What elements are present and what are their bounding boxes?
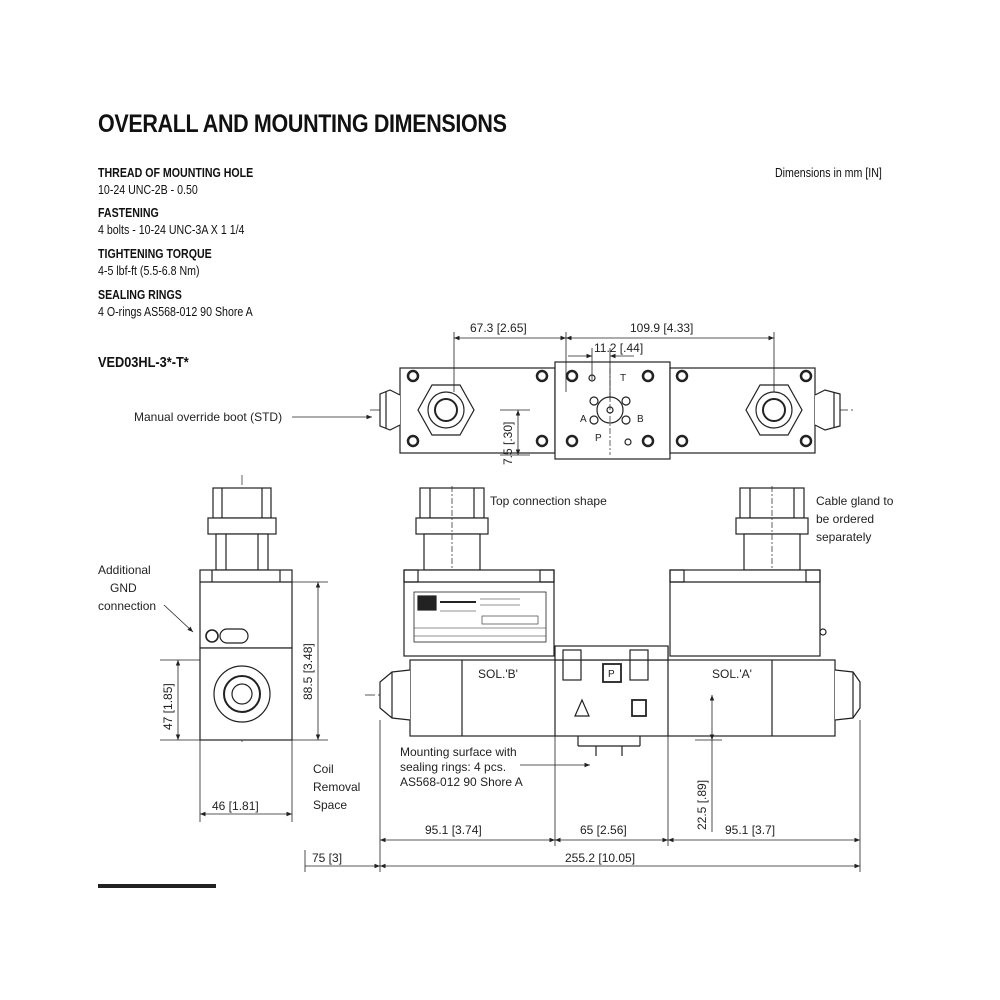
page-title: OVERALL AND MOUNTING DIMENSIONS <box>98 110 507 138</box>
port-b-label: B <box>637 414 644 425</box>
gnd-label-1: Additional <box>98 563 151 577</box>
cable-gland-label-1: Cable gland to <box>816 494 894 508</box>
spec-value: 10-24 UNC-2B - 0.50 <box>98 183 198 197</box>
dim-67: 67.3 [2.65] <box>470 321 527 335</box>
mounting-surface-label-1: Mounting surface with <box>400 745 517 759</box>
cable-gland-label-3: separately <box>816 530 872 544</box>
front-view <box>365 486 860 756</box>
dim-95-right: 95.1 [3.7] <box>725 823 776 837</box>
dim-65: 65 [2.56] <box>580 823 627 837</box>
spec-value: 4 O-rings AS568-012 90 Shore A <box>98 305 253 319</box>
spec-label: SEALING RINGS <box>98 288 182 302</box>
port-t-label: T <box>620 373 627 384</box>
port-a-label: A <box>580 414 587 425</box>
dim-75: 75 [3] <box>312 851 343 865</box>
sol-a-label: SOL.'A' <box>712 667 752 681</box>
dim-22: 22.5 [.89] <box>695 779 709 830</box>
top-connection-label: Top connection shape <box>490 494 607 508</box>
mounting-surface-label-3: AS568-012 90 Shore A <box>400 775 523 789</box>
spec-value: 4-5 lbf-ft (5.5-6.8 Nm) <box>98 264 200 278</box>
dim-109: 109.9 [4.33] <box>630 321 694 335</box>
dim-46: 46 [1.81] <box>212 799 259 813</box>
dim-255: 255.2 [10.05] <box>565 851 636 865</box>
spec-value: 4 bolts - 10-24 UNC-3A X 1 1/4 <box>98 223 245 237</box>
coil-removal-label-1: Coil <box>313 762 334 776</box>
cable-gland-label-2: be ordered <box>816 512 875 526</box>
cropped-text-fragment <box>98 884 216 888</box>
top-view <box>370 362 855 459</box>
dim-47: 47 [1.85] <box>161 683 175 730</box>
coil-removal-label-2: Removal <box>313 780 361 794</box>
model-code: VED03HL-3*-T* <box>98 354 189 371</box>
units-note: Dimensions in mm [IN] <box>775 166 882 180</box>
sol-b-label: SOL.'B' <box>478 667 518 681</box>
dim-88: 88.5 [3.48] <box>301 643 315 700</box>
spec-label: FASTENING <box>98 206 159 220</box>
port-p-label: P <box>595 433 602 444</box>
coil-removal-label-3: Space <box>313 798 348 812</box>
gnd-label-2: GND <box>110 581 137 595</box>
body-port-p-label: P <box>608 669 615 680</box>
spec-label: THREAD OF MOUNTING HOLE <box>98 166 254 180</box>
dim-95-left: 95.1 [3.74] <box>425 823 482 837</box>
side-view <box>200 475 292 745</box>
manual-override-label: Manual override boot (STD) <box>134 410 283 424</box>
mounting-surface-label-2: sealing rings: 4 pcs. <box>400 760 507 774</box>
spec-label: TIGHTENING TORQUE <box>98 247 212 261</box>
dim-11: 11.2 [.44] <box>594 341 644 355</box>
dim-7: 7.5 [.30] <box>501 421 515 465</box>
gnd-label-3: connection <box>98 599 157 613</box>
